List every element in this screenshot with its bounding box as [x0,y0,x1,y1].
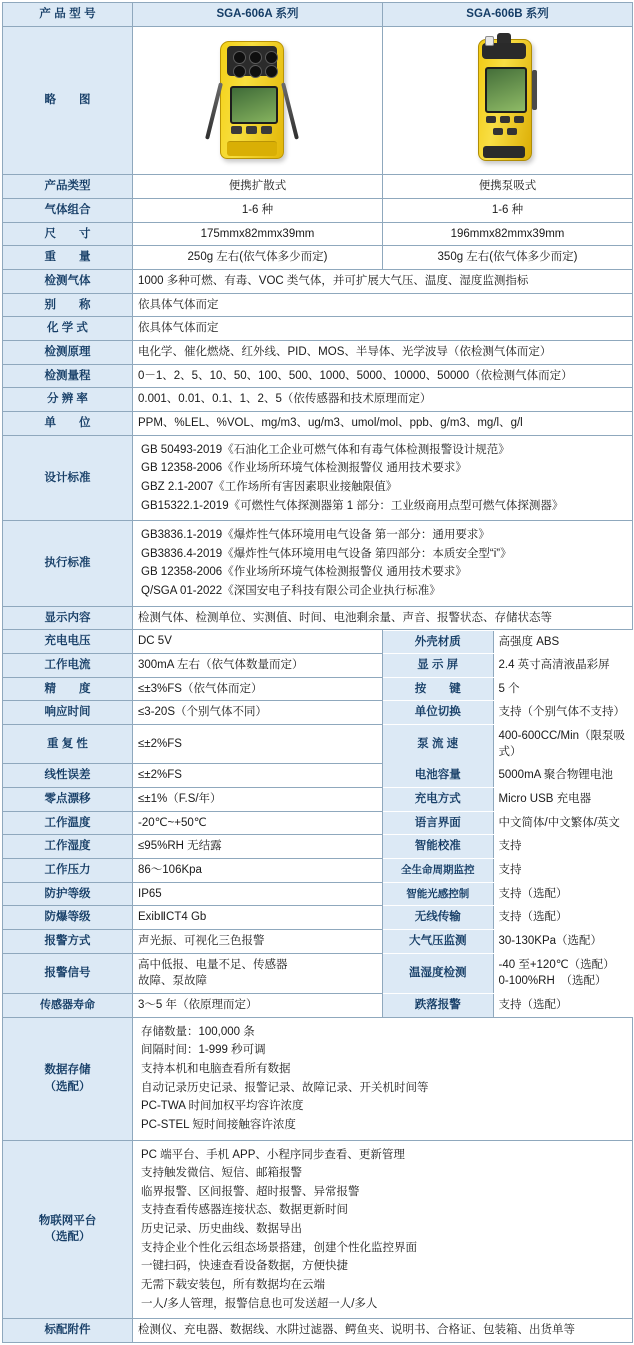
data-storage-line-6: PC-STEL 短时间接触容许浓度 [141,1118,296,1131]
exec-standard-line-3: GB 12358-2006《作业场所环境气体检测报警仪 通用技术要求》 [141,566,467,579]
design-standard-line-4: GB15322.1-2019《可燃性气体探测器第 1 部分：工业级商用点型可燃气体探测器》 [141,499,564,512]
model-b-header: SGA-606B 系列 [383,3,633,27]
paired-cell-drop-alarm [383,994,633,1018]
paired-cell-9 [383,859,633,883]
row-label-model: 产品型号 [3,3,133,27]
row-label-charge-voltage: 充电电压 [3,630,133,654]
row-label-size: 尺 寸 [3,222,133,246]
design-standard-value [133,435,633,521]
row-label-unit-switch: 单位切换 [383,701,493,724]
row-label-display-content: 显示内容 [3,606,133,630]
linear-error-value: ≤±2%FS [133,764,383,788]
row-label-temp-humidity: 温湿度检测 [383,954,493,993]
row-label-principle: 检测原理 [3,341,133,365]
table-row-formula [3,317,633,341]
row-label-smart-light-control: 智能光感控制 [383,883,493,906]
row-label-weight: 重 量 [3,246,133,270]
row-label-work-humidity: 工作湿度 [3,835,133,859]
portable-pump-suction-gas-detector-icon [448,33,568,163]
table-row-size [3,222,633,246]
lifecycle-monitor-value: 支持 [493,859,633,882]
sensor-life-value: 3～5 年（依原理而定） [133,994,383,1018]
row-label-shell-material: 外壳材质 [383,631,493,654]
accuracy-value: ≤±3%FS（依气体而定） [133,677,383,701]
table-row-sensor-life [3,994,633,1018]
table-row-protection-grade [3,882,633,906]
row-label-design-standard: 设计标准 [3,435,133,521]
unit-switch-value: 支持（个别气体不支持） [493,701,633,724]
weight-b: 350g 左右(依气体多少而定) [383,246,633,270]
row-label-display-screen: 显 示 屏 [383,654,493,677]
battery-capacity-value: 5000mA 聚合物锂电池 [493,764,633,787]
table-row-explosion-grade [3,906,633,930]
iot-platform-label-line-1: 物联网平台 [38,1214,97,1227]
paired-cell-2 [383,677,633,701]
row-label-alarm-method: 报警方式 [3,930,133,954]
alarm-signal-line-2: 故障、泵故障 [138,975,207,988]
iot-platform-line-5: 历史记录、历史曲线、数据导出 [141,1223,302,1236]
work-current-value: 300mA 左右（依气体数量而定） [133,654,383,678]
row-label-linear-error: 线性误差 [3,764,133,788]
accessories-value: 检测仪、充电器、数据线、水阱过滤器、鳄鱼夹、说明书、合格证、包装箱、出货单等 [133,1319,633,1343]
size-a: 175mmx82mmx39mm [133,222,383,246]
table-row-exec-standard [3,521,633,607]
drop-alarm-value: 支持（选配） [493,994,633,1017]
iot-platform-line-6: 支持企业个性化云组态场景搭建，创建个性化监控界面 [141,1241,417,1254]
table-row-product-type [3,175,633,199]
data-storage-line-5: PC-TWA 时间加权平均容许浓度 [141,1100,304,1113]
paired-cell-7 [383,811,633,835]
table-row-model [3,3,633,27]
row-label-atmospheric-pressure: 大气压监测 [383,930,493,953]
table-row-range [3,364,633,388]
alarm-method-value: 声光振、可视化三色报警 [133,930,383,954]
atmospheric-pressure-value: 30-130KPa（选配） [493,930,633,953]
temp-humidity-value [493,954,633,993]
portable-diffusion-gas-detector-icon [198,33,318,163]
exec-standard-value [133,521,633,607]
alarm-signal-value [133,953,383,993]
table-row-work-temperature [3,811,633,835]
paired-cell-4 [383,725,633,764]
data-storage-value [133,1017,633,1140]
data-storage-label-line-1: 数据存储 [44,1064,91,1077]
iot-platform-line-8: 无需下载安装包，所有数据均在云端 [141,1278,325,1291]
size-b: 196mmx82mmx39mm [383,222,633,246]
row-label-data-storage [3,1017,133,1140]
model-a-header: SGA-606A 系列 [133,3,383,27]
row-label-language: 语言界面 [383,812,493,835]
data-storage-line-3: 支持本机和电脑查看所有数据 [141,1063,291,1076]
paired-cell-6 [383,788,633,812]
data-storage-line-1: 存储数量：100,000 条 [141,1025,255,1038]
table-row-work-current [3,654,633,678]
table-row-display-content [3,606,633,630]
smart-calibration-value: 支持 [493,835,633,858]
keys-value: 5 个 [493,678,633,701]
alarm-signal-line-1: 高中低报、电量不足、传感器 [138,958,288,971]
iot-platform-line-2: 支持触发微信、短信、邮箱报警 [141,1167,302,1180]
paired-cell-12 [383,930,633,954]
smart-light-control-value: 支持（选配） [493,883,633,906]
charge-voltage-value: DC 5V [133,630,383,654]
table-row-data-storage [3,1017,633,1140]
row-label-protection-grade: 防护等级 [3,882,133,906]
zero-drift-value: ≤±1%（F.S/年） [133,788,383,812]
row-label-accessories: 标配附件 [3,1319,133,1343]
table-row-alarm-signal [3,953,633,993]
paired-cell-0 [383,630,633,654]
formula-value: 依具体气体而定 [133,317,633,341]
work-humidity-value: ≤95%RH 无结露 [133,835,383,859]
row-label-wireless-transmission: 无线传输 [383,906,493,929]
row-label-exec-standard: 执行标准 [3,521,133,607]
explosion-grade-value: ExibⅡCT4 Gb [133,906,383,930]
repeatability-value: ≤±2%FS [133,725,383,764]
detected-gas-value: 1000 多种可燃、有毒、VOC 类气体，并可扩展大气压、温度、湿度监测指标 [133,270,633,294]
row-label-zero-drift: 零点漂移 [3,788,133,812]
temp-humidity-line-1: -40 至+120℃（选配） [498,958,615,971]
display-screen-value: 2.4 英寸高清液晶彩屏 [493,654,633,677]
row-label-alarm-signal: 报警信号 [3,953,133,993]
exec-standard-line-1: GB3836.1-2019《爆炸性气体环境用电气设备 第一部分：通用要求》 [141,529,490,542]
principle-value: 电化学、催化燃烧、红外线、PID、MOS、半导体、光学波导（依检测气体而定） [133,341,633,365]
table-row-detected-gas [3,270,633,294]
row-label-work-current: 工作电流 [3,654,133,678]
row-label-explosion-grade: 防爆等级 [3,906,133,930]
language-value: 中文简体/中文繁体/英文 [493,812,633,835]
design-standard-line-2: GB 12358-2006《作业场所环境气体检测报警仪 通用技术要求》 [141,462,467,475]
work-pressure-value: 86～106Kpa [133,859,383,883]
table-row-principle [3,341,633,365]
row-label-formula: 化 学 式 [3,317,133,341]
product-type-a: 便携扩散式 [133,175,383,199]
row-label-pump-flow: 泵 流 速 [383,725,493,764]
table-row-response-time [3,701,633,725]
design-standard-line-3: GBZ 2.1-2007《工作场所有害因素职业接触限值》 [141,480,398,493]
exec-standard-line-2: GB3836.4-2019《爆炸性气体环境用电气设备 第四部分：本质安全型“i”》 [141,547,512,560]
table-row-work-pressure [3,859,633,883]
row-label-diagram: 略 图 [3,26,133,175]
iot-platform-value [133,1140,633,1319]
paired-cell-10 [383,882,633,906]
row-label-work-temperature: 工作温度 [3,811,133,835]
row-label-product-type: 产品类型 [3,175,133,199]
row-label-drop-alarm: 跌落报警 [383,994,493,1017]
paired-cell-8 [383,835,633,859]
row-label-range: 检测量程 [3,364,133,388]
gas-combination-a: 1-6 种 [133,199,383,223]
design-standard-line-1: GB 50493-2019《石油化工企业可燃气体和有毒气体检测报警设计规范》 [141,443,510,456]
resolution-value: 0.001、0.01、0.1、1、2、5（依传感器和技术原理而定） [133,388,633,412]
temp-humidity-line-2: 0-100%RH （选配） [498,975,607,988]
row-label-battery-capacity: 电池容量 [383,764,493,787]
alias-value: 依具体气体而定 [133,293,633,317]
range-value: 0－1、2、5、10、50、100、500、1000、5000、10000、50000（依检测气体而定） [133,364,633,388]
table-row-accuracy [3,677,633,701]
row-label-sensor-life: 传感器寿命 [3,994,133,1018]
table-row-zero-drift [3,788,633,812]
paired-cell-5 [383,764,633,788]
paired-cell-1 [383,654,633,678]
row-label-detected-gas: 检测气体 [3,270,133,294]
table-row-repeatability [3,725,633,764]
unit-value: PPM、%LEL、%VOL、mg/m3、ug/m3、umol/mol、ppb、g/m3、mg/l、g/l [133,412,633,436]
iot-platform-line-7: 一键扫码，快速查看设备数据，方便快捷 [141,1260,348,1273]
paired-cell-temp-humidity [383,953,633,993]
display-content-value: 检测气体、检测单位、实测值、时间、电池剩余量、声音、报警状态、存储状态等 [133,606,633,630]
wireless-transmission-value: 支持（选配） [493,906,633,929]
table-row-accessories [3,1319,633,1343]
data-storage-line-2: 间隔时间：1-999 秒可调 [141,1044,266,1057]
row-label-resolution: 分 辨 率 [3,388,133,412]
table-row-gas-combination [3,199,633,223]
table-row-resolution [3,388,633,412]
work-temperature-value: -20℃~+50℃ [133,811,383,835]
gas-combination-b: 1-6 种 [383,199,633,223]
device-image-a-cell [133,26,383,175]
row-label-lifecycle-monitor: 全生命周期监控 [383,859,493,882]
product-type-b: 便携泵吸式 [383,175,633,199]
response-time-value: ≤3-20S（个别气体不同） [133,701,383,725]
charge-method-value: Micro USB 充电器 [493,788,633,811]
row-label-unit: 单 位 [3,412,133,436]
row-label-repeatability: 重 复 性 [3,725,133,764]
exec-standard-line-4: Q/SGA 01-2022《深国安电子科技有限公司企业执行标准》 [141,585,441,598]
row-label-work-pressure: 工作压力 [3,859,133,883]
row-label-smart-calibration: 智能校准 [383,835,493,858]
table-row-alarm-method [3,930,633,954]
weight-a: 250g 左右(依气体多少而定) [133,246,383,270]
device-image-b-cell [383,26,633,175]
data-storage-label-line-2: （选配） [44,1080,91,1093]
table-row-iot-platform [3,1140,633,1319]
row-label-keys: 按 键 [383,678,493,701]
pump-flow-value: 400-600CC/Min（限泵吸式） [493,725,633,764]
product-spec-table [2,2,633,1343]
row-label-accuracy: 精 度 [3,677,133,701]
data-storage-line-4: 自动记录历史记录、报警记录、故障记录、开关机时间等 [141,1081,429,1094]
iot-platform-label-line-2: （选配） [44,1231,91,1244]
paired-cell-3 [383,701,633,725]
table-row-work-humidity [3,835,633,859]
iot-platform-line-3: 临界报警、区间报警、超时报警、异常报警 [141,1185,360,1198]
iot-platform-line-1: PC 端平台、手机 APP、小程序同步查看、更新管理 [141,1148,405,1161]
protection-grade-value: IP65 [133,882,383,906]
shell-material-value: 高强度 ABS [493,631,633,654]
table-row-charge-voltage [3,630,633,654]
table-row-design-standard [3,435,633,521]
table-row-unit [3,412,633,436]
table-row-alias [3,293,633,317]
row-label-alias: 别 称 [3,293,133,317]
paired-cell-11 [383,906,633,930]
row-label-gas-combination: 气体组合 [3,199,133,223]
row-label-iot-platform [3,1140,133,1319]
row-label-charge-method: 充电方式 [383,788,493,811]
iot-platform-line-9: 一人/多人管理，报警信息也可发送超一人/多人 [141,1297,378,1310]
iot-platform-line-4: 支持查看传感器连接状态、数据更新时间 [141,1204,348,1217]
table-row-weight [3,246,633,270]
table-row-linear-error [3,764,633,788]
row-label-response-time: 响应时间 [3,701,133,725]
table-row-diagram [3,26,633,175]
